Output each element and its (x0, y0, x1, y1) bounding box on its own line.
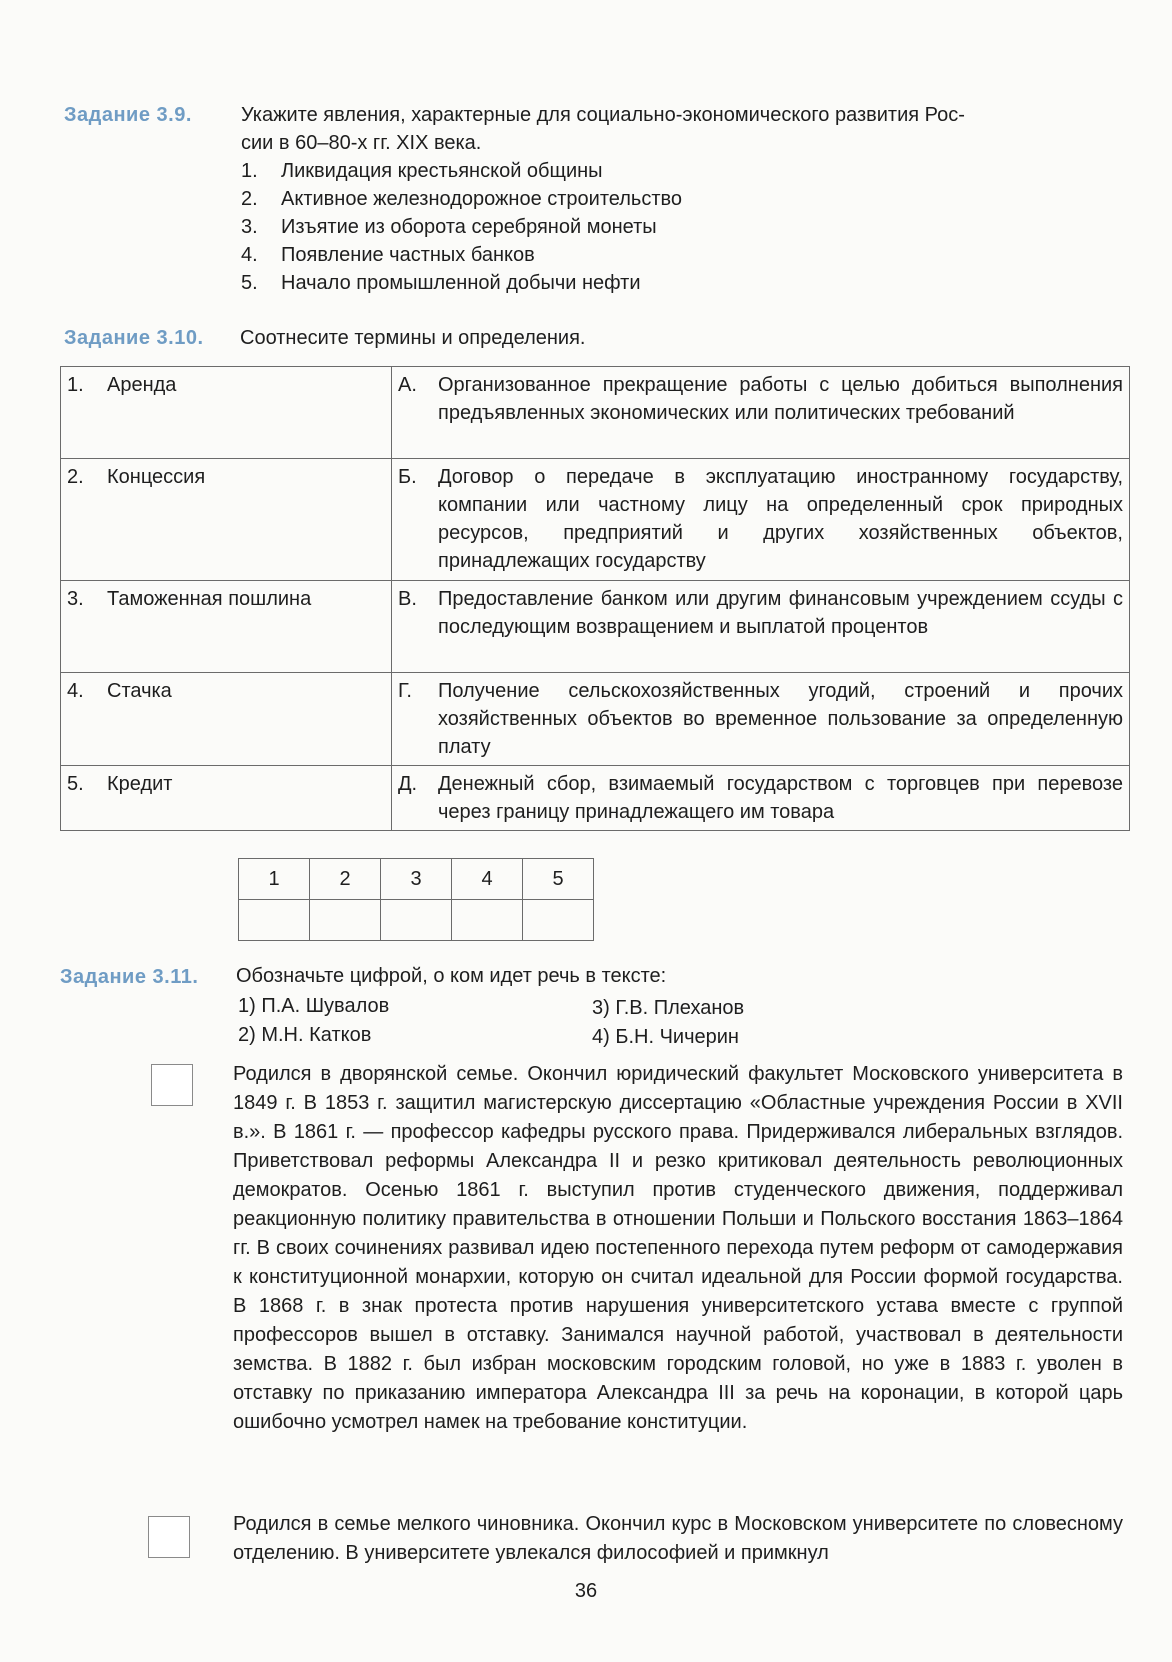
table-row (61, 459, 1130, 581)
task-3-9-item: 1. Ликвидация крестьянской общины (241, 160, 603, 182)
definition-cell: В. Предоставление банком или другим финансовым учреждением ссуды с последующим возвращением и выплатой процентов (392, 581, 1130, 673)
biography-text-2: Родился в семье мелкого чиновника. Окончил курс в Московском университете по словесному отделению. В университете увлекался философией и примкнул (233, 1513, 1123, 1564)
term-cell: 3. Таможенная пошлина (61, 581, 392, 673)
option-item: 4) Б.Н. Чичерин (592, 1026, 739, 1048)
table-row (61, 766, 1130, 831)
task-3-11-instruction: Обозначьте цифрой, о ком идет речь в тексте: (236, 965, 667, 987)
answer-grid (238, 858, 594, 941)
answer-cell[interactable] (239, 900, 310, 941)
term-cell: 4. Стачка (61, 673, 392, 766)
term-cell: 2. Концессия (61, 459, 392, 581)
task-3-11-label: Задание 3.11. (60, 966, 199, 988)
term-cell: 5. Кредит (61, 766, 392, 831)
definition-cell: Г. Получение сельскохозяйственных угодий, строений и прочих хозяйственных объектов во временное пользование за определенную плату (392, 673, 1130, 766)
term-cell: 1. Аренда (61, 367, 392, 459)
page-number: 36 (574, 1580, 598, 1602)
option-item: 2) М.Н. Катков (238, 1024, 372, 1046)
task-3-10-label: Задание 3.10. (64, 327, 204, 349)
task-3-9-item: 5. Начало промышленной добычи нефти (241, 272, 641, 294)
definition-cell: А. Организованное прекращение работы с целью добиться выполнения предъявленных экономических или политических требований (392, 367, 1130, 459)
table-row (61, 367, 1130, 459)
table-row (61, 581, 1130, 673)
task-3-9-intro-line2: сии в 60–80-х гг. XIX века. (241, 132, 482, 154)
answer-header: 4 (452, 859, 523, 900)
biography-text-1: Родился в дворянской семье. Окончил юридический факультет Московского университета в 1849 г. В 1853 г. защитил магистерскую диссертацию «Областные учреждения России в XVII в.». В 1861 г. — профессор кафедры русского права. Придерживался либеральных взглядов. Приветствовал реформы Александра II и резко критиковал деятельность революционных демократов. Осенью 1861 г. выступил против студенческого движения, поддерживал реакционную политику правительства в отношении Польши и Польского восстания 1863–1864 гг. В своих сочинениях развивал идею постепенного перехода путем реформ от самодержавия к конституционной монархии, которую он считал идеальной для России формой государства. В 1868 г. в знак протеста против нарушения университетского устава вместе с группой профессоров вышел в отставку. Занимался научной работой, участвовал в деятельности земства. В 1882 г. был избран московским городским головой, но уже в 1883 г. уволен в отставку по приказанию императора Александра III за речь на коронации, в которой царь ошибочно усмотрел намек на требование конституции. (233, 1063, 1123, 1433)
answer-cell[interactable] (310, 900, 381, 941)
answer-cell[interactable] (452, 900, 523, 941)
definition-cell: Д. Денежный сбор, взимаемый государством с торговцев при перевозе через границу принадлежащего им товара (392, 766, 1130, 831)
task-3-9-item: 2. Активное железнодорожное строительство (241, 188, 682, 210)
task-3-9-label: Задание 3.9. (64, 104, 192, 126)
answer-input-row (239, 900, 594, 941)
answer-cell[interactable] (523, 900, 594, 941)
task-3-9-item: 3. Изъятие из оборота серебряной монеты (241, 216, 657, 238)
answer-header-row (239, 859, 594, 900)
answer-header: 5 (523, 859, 594, 900)
matching-table (60, 366, 1130, 831)
table-row (61, 673, 1130, 766)
answer-cell[interactable] (381, 900, 452, 941)
task-3-9-item: 4. Появление частных банков (241, 244, 535, 266)
task-3-9-intro-line1: Укажите явления, характерные для социально-экономического развития Рос- (241, 104, 965, 126)
answer-header: 2 (310, 859, 381, 900)
answer-header: 3 (381, 859, 452, 900)
answer-box[interactable] (148, 1516, 190, 1558)
option-item: 3) Г.В. Плеханов (592, 997, 745, 1019)
answer-box[interactable] (151, 1064, 193, 1106)
option-item: 1) П.А. Шувалов (238, 995, 390, 1017)
task-3-10-instruction: Соотнесите термины и определения. (240, 327, 586, 349)
definition-cell: Б. Договор о передаче в эксплуатацию иностранному государству, компании или частному лицу на определенный срок природных ресурсов, предприятий и других хозяйственных объектов, принадлежащих государству (392, 459, 1130, 581)
answer-header: 1 (239, 859, 310, 900)
